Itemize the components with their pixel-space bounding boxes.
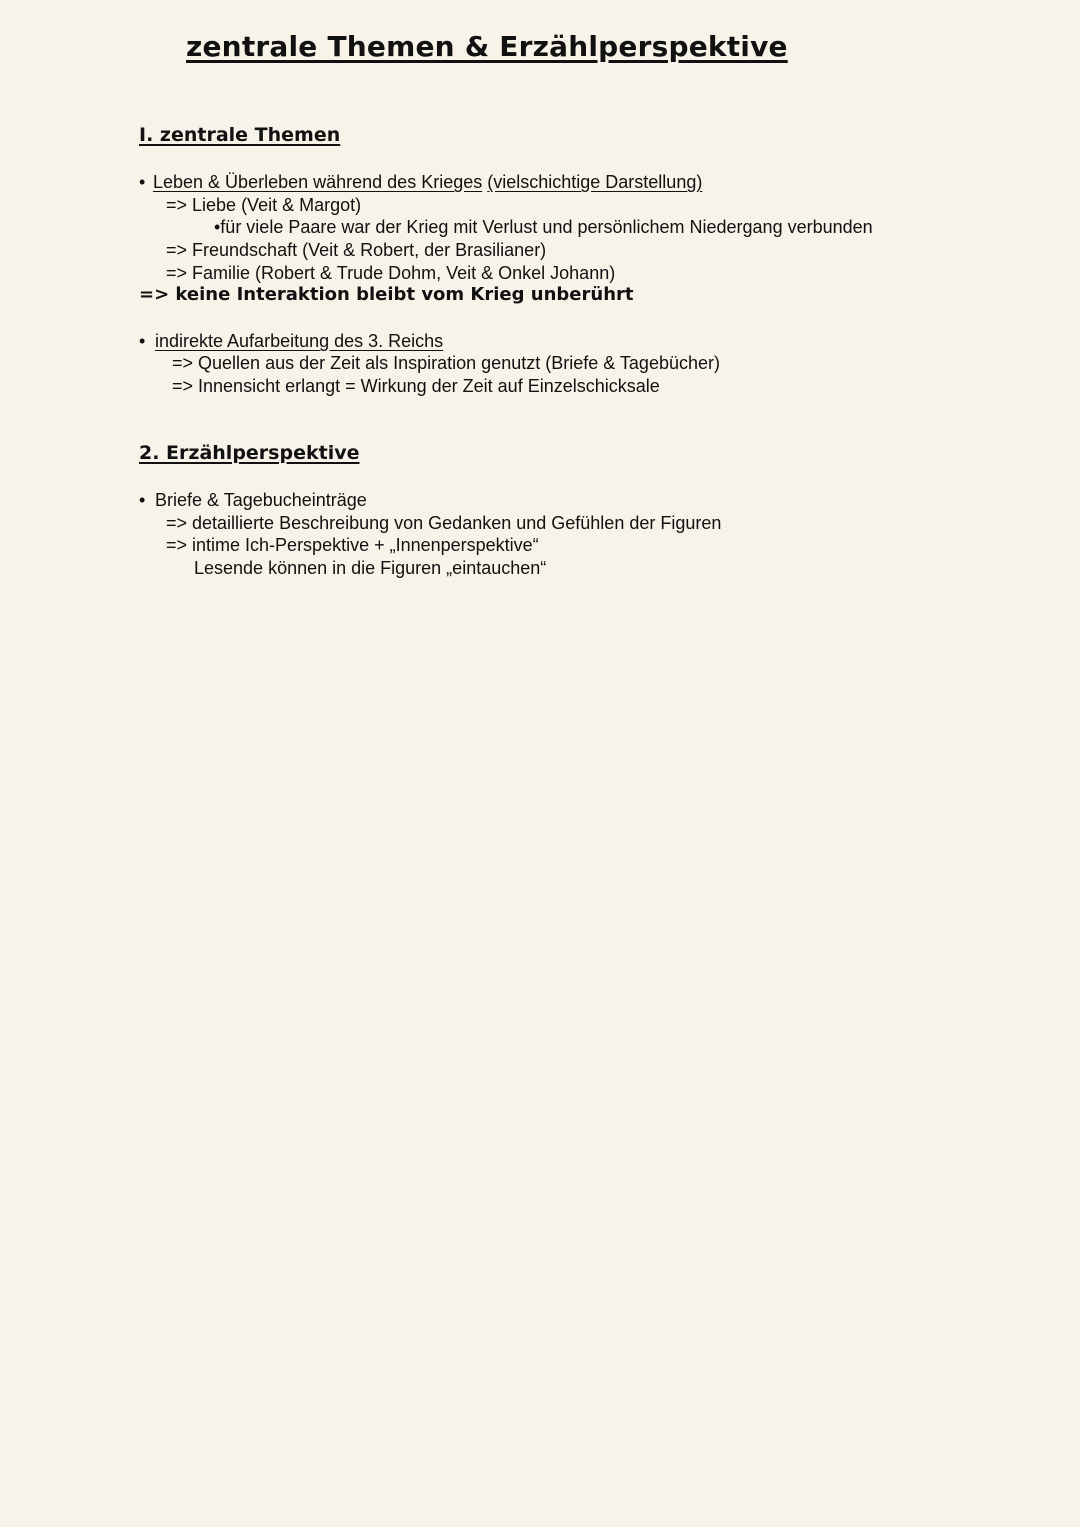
list-item-theme-survival bbox=[139, 171, 702, 193]
list-subitem: => Quellen aus der Zeit als Inspiration genutzt (Briefe & Tagebücher) bbox=[172, 353, 720, 373]
list-subitem: => detaillierte Beschreibung von Gedanken und Gefühlen der Figuren bbox=[166, 513, 722, 533]
bullet-icon: • bbox=[139, 490, 146, 510]
theme-conclusion: => keine Interaktion bleibt vom Krieg unberührt bbox=[139, 284, 634, 305]
bullet-icon: • bbox=[139, 172, 146, 192]
theme-title-note: (vielschichtige Darstellung) bbox=[487, 172, 703, 192]
list-subitem: => Liebe (Veit & Margot) bbox=[166, 195, 362, 215]
list-subitem-note: Lesende können in die Figuren „eintauchen“ bbox=[194, 558, 547, 578]
section-heading-perspective: 2. Erzählperspektive bbox=[139, 442, 360, 464]
list-subitem-note: •für viele Paare war der Krieg mit Verlust und persönlichem Niedergang verbunden bbox=[214, 217, 873, 237]
list-subitem: => Freundschaft (Veit & Robert, der Brasilianer) bbox=[166, 240, 547, 260]
section-heading-themes: I. zentrale Themen bbox=[139, 124, 341, 146]
list-subitem: => Innensicht erlangt = Wirkung der Zeit auf Einzelschicksale bbox=[172, 376, 660, 396]
list-item-theme-reich bbox=[139, 330, 443, 352]
page-title: zentrale Themen & Erzählperspektive bbox=[186, 30, 788, 63]
list-item-letters bbox=[139, 489, 367, 511]
theme-title: indirekte Aufarbeitung des 3. Reichs bbox=[155, 331, 444, 351]
list-subitem: => Familie (Robert & Trude Dohm, Veit & Onkel Johann) bbox=[166, 263, 616, 283]
theme-title: Leben & Überleben während des Krieges bbox=[153, 172, 483, 192]
list-subitem: => intime Ich-Perspektive + „Innenperspektive“ bbox=[166, 535, 539, 555]
perspective-title: Briefe & Tagebucheinträge bbox=[155, 490, 367, 510]
bullet-icon: • bbox=[139, 331, 146, 351]
